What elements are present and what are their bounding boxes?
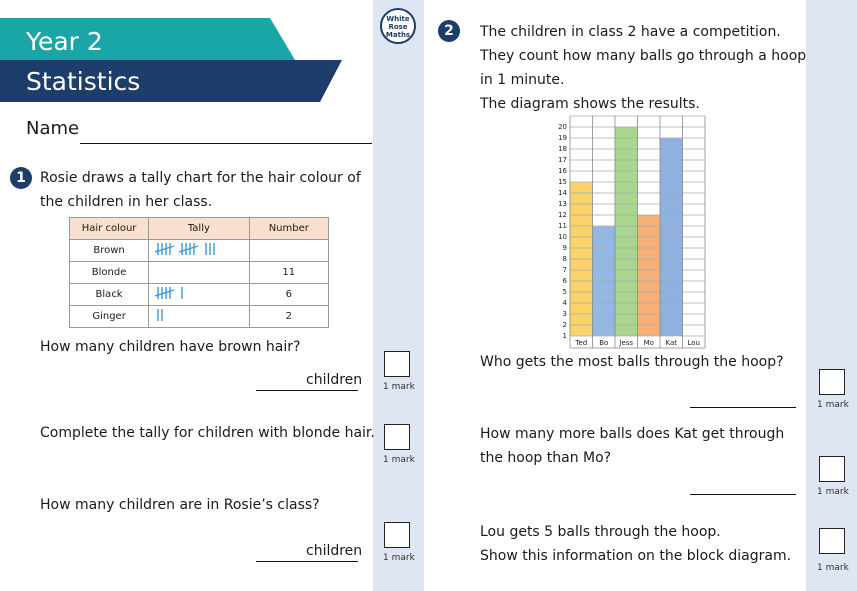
q2-part-c-line2: Show this information on the block diagram. — [480, 548, 792, 564]
bar-mo — [638, 215, 661, 336]
y-tick-label: 10 — [558, 233, 567, 241]
y-tick-label: 1 — [562, 332, 567, 340]
q2-part-b-line2: the hoop than Mo? — [480, 450, 612, 466]
table-row — [70, 306, 329, 328]
q1-intro-line2: the children in her class. — [40, 194, 213, 210]
q1-intro-line1: Rosie draws a tally chart for the hair colour of — [40, 170, 361, 186]
tally-cell — [149, 240, 249, 262]
mark-box[interactable] — [819, 528, 845, 554]
mark-label: 1 mark — [817, 400, 849, 410]
y-tick-label: 7 — [562, 266, 567, 274]
number-cell[interactable] — [249, 240, 328, 262]
tally-marks — [155, 307, 175, 323]
y-tick-label: 17 — [558, 156, 567, 164]
white-rose-maths-logo: White Rose Maths — [380, 8, 416, 44]
q2-line2: They count how many balls go through a hoop — [480, 48, 807, 64]
x-tick-label: Mo — [643, 339, 654, 347]
mark-box[interactable] — [819, 456, 845, 482]
tally-marks — [155, 285, 195, 301]
y-tick-label: 4 — [562, 299, 567, 307]
mark-margin-left — [373, 0, 424, 591]
year-title: Year 2 — [26, 27, 103, 56]
y-tick-label: 20 — [558, 123, 567, 131]
mark-box[interactable] — [819, 369, 845, 395]
tally-cell — [149, 306, 249, 328]
y-tick-label: 3 — [562, 310, 567, 318]
table-header: Hair colour — [70, 218, 149, 240]
mark-label: 1 mark — [383, 553, 415, 563]
y-tick-label: 14 — [558, 189, 567, 197]
q2a-answer-line[interactable] — [690, 407, 796, 408]
y-tick-label: 9 — [562, 244, 567, 252]
y-tick-label: 16 — [558, 167, 567, 175]
q2-part-a: Who gets the most balls through the hoop? — [480, 354, 784, 370]
tally-cell-empty[interactable] — [149, 262, 249, 284]
y-tick-label: 12 — [558, 211, 567, 219]
number-cell: 6 — [249, 284, 328, 306]
tally-marks — [155, 241, 235, 257]
mark-margin-right — [806, 0, 857, 591]
x-tick-label: Lou — [687, 339, 700, 347]
y-tick-label: 6 — [562, 277, 567, 285]
table-row — [70, 262, 329, 284]
q2-part-c-line1: Lou gets 5 balls through the hoop. — [480, 524, 721, 540]
mark-label: 1 mark — [817, 563, 849, 573]
y-tick-label: 18 — [558, 145, 567, 153]
mark-label: 1 mark — [817, 487, 849, 497]
table-row — [70, 240, 329, 262]
tally-cell — [149, 284, 249, 306]
x-tick-label: Jess — [619, 339, 634, 347]
q2-line4: The diagram shows the results. — [480, 96, 700, 112]
number-cell: 2 — [249, 306, 328, 328]
name-line[interactable] — [80, 143, 372, 144]
hair-colour-cell: Blonde — [70, 262, 149, 284]
y-tick-label: 5 — [562, 288, 567, 296]
number-cell: 11 — [249, 262, 328, 284]
x-tick-label: Bo — [599, 339, 609, 347]
y-tick-label: 8 — [562, 255, 567, 263]
hair-colour-cell: Brown — [70, 240, 149, 262]
y-tick-label: 11 — [558, 222, 567, 230]
q2-line1: The children in class 2 have a competition. — [480, 24, 781, 40]
name-label: Name — [26, 118, 80, 139]
y-tick-label: 2 — [562, 321, 567, 329]
question-1-number: 1 — [10, 167, 32, 189]
q1-part-a: How many children have brown hair? — [40, 339, 301, 355]
q2-line3: in 1 minute. — [480, 72, 565, 88]
question-2-number: 2 — [438, 20, 460, 42]
table-header: Tally — [149, 218, 249, 240]
block-diagram — [550, 112, 720, 352]
q1a-unit: children — [306, 372, 363, 388]
q1-part-b: Complete the tally for children with blonde hair. — [40, 425, 375, 441]
q1c-unit: children — [306, 543, 363, 559]
table-row — [70, 284, 329, 306]
mark-box[interactable] — [384, 351, 410, 377]
mark-box[interactable] — [384, 522, 410, 548]
x-tick-label: Ted — [575, 339, 588, 347]
x-tick-label: Kat — [665, 339, 678, 347]
y-tick-label: 13 — [558, 200, 567, 208]
q2b-answer-line[interactable] — [690, 494, 796, 495]
y-tick-label: 19 — [558, 134, 567, 142]
hair-colour-cell: Ginger — [70, 306, 149, 328]
table-header: Number — [249, 218, 328, 240]
mark-box[interactable] — [384, 424, 410, 450]
q2-part-b-line1: How many more balls does Kat get through — [480, 426, 785, 442]
table-header-row — [70, 218, 329, 240]
subject-title: Statistics — [26, 67, 141, 96]
hair-colour-cell: Black — [70, 284, 149, 306]
tally-chart-table — [69, 217, 329, 328]
mark-label: 1 mark — [383, 455, 415, 465]
bar-jess — [615, 127, 638, 336]
q1-part-c: How many children are in Rosie’s class? — [40, 497, 320, 513]
y-tick-label: 15 — [558, 178, 567, 186]
mark-label: 1 mark — [383, 382, 415, 392]
